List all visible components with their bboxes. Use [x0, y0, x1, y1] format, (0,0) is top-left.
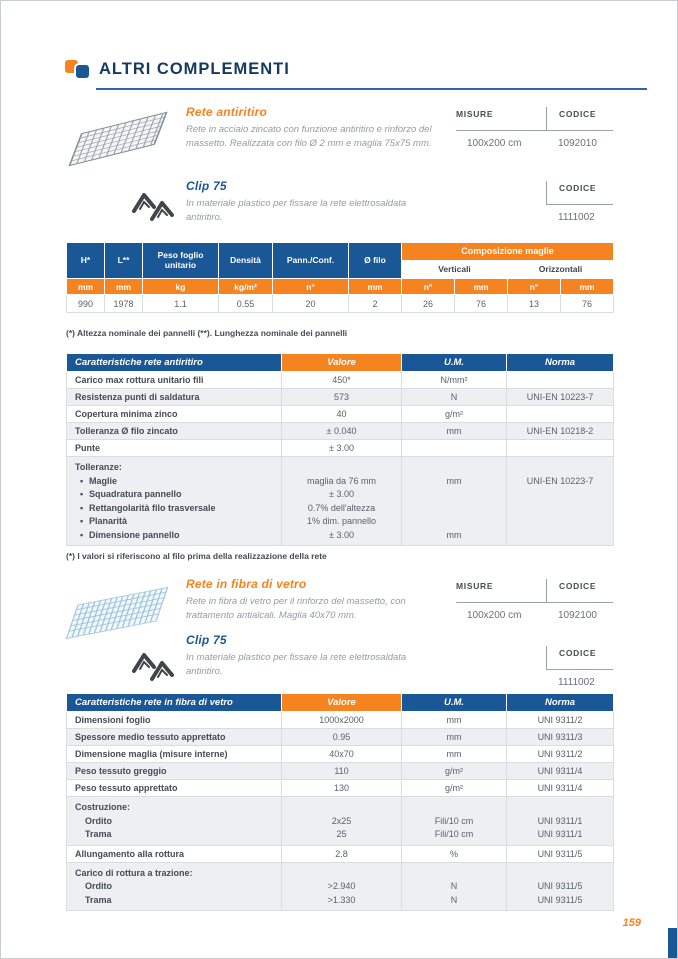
row-norma: UNI-EN 10218-2 [507, 423, 614, 440]
tolleranza-valore: 1% dim. pannello [306, 516, 377, 526]
col-valore: Valore [282, 354, 402, 372]
row-valore: ± 3.00 [282, 440, 402, 457]
codice-value: 1092100 [558, 610, 597, 621]
tolleranza-valore: maglia da 76 mm [306, 475, 377, 486]
table-row [67, 729, 614, 746]
row-valore: ± 0.040 [282, 423, 402, 440]
table-row [67, 845, 614, 862]
codice-value: 1092010 [558, 138, 597, 149]
value-cell: 26 [402, 295, 455, 313]
carico-item: Trama [85, 894, 112, 905]
col-header-pann: Pann./Conf. [273, 243, 349, 279]
product-title: Rete in fibra di vetro [186, 577, 307, 591]
table-row [67, 406, 614, 423]
unit-cell: mm [455, 279, 508, 295]
carico-item: Ordito [85, 881, 112, 891]
tolleranza-norma [507, 502, 613, 516]
table-row [67, 780, 614, 797]
table-title: Caratteristiche rete in fibra di vetro [67, 694, 282, 712]
unit-cell: mm [105, 279, 143, 295]
table-row [67, 712, 614, 729]
table-row [67, 423, 614, 440]
steel-mesh-image [60, 105, 176, 175]
unit-cell: kg/m² [219, 279, 273, 295]
row-label: Allungamento alla rottura [67, 845, 282, 862]
unit-cell: mm [349, 279, 402, 295]
unit-cell: mm [67, 279, 105, 295]
codice-value: 1111002 [558, 212, 595, 223]
table-row [67, 440, 614, 457]
row-um [402, 440, 507, 457]
misure-label: MISURE [456, 109, 494, 119]
misure-value: 100x200 cm [467, 610, 522, 621]
carico-um: N [450, 894, 458, 905]
tolleranza-norma [507, 529, 613, 543]
row-norma: UNI 9311/2 [507, 712, 614, 729]
row-um: g/m² [402, 780, 507, 797]
row-norma: UNI 9311/4 [507, 763, 614, 780]
row-um: mm [402, 746, 507, 763]
costruzione-valore: 25 [336, 829, 347, 839]
row-norma [507, 440, 614, 457]
subheader-orizzontali: Orizzontali [508, 261, 614, 279]
tolleranza-norma [507, 488, 613, 502]
costruzione-um: Fili/10 cm [434, 815, 474, 826]
unit-cell: n° [273, 279, 349, 295]
col-header-densita: Densità [219, 243, 273, 279]
tolleranza-item: • Maglie [75, 475, 281, 489]
misure-label: MISURE [456, 581, 494, 591]
codice-label: CODICE [546, 181, 613, 204]
dimension-table [66, 242, 614, 313]
costruzione-norma-cell [507, 797, 614, 846]
tolleranze-heading: Tolleranze: [75, 462, 122, 472]
tolleranza-um: mm [446, 529, 462, 540]
value-cell: 1.1 [143, 295, 219, 313]
row-label: Tolleranza Ø filo zincato [67, 423, 282, 440]
row-label: Resistenza punti di saldatura [67, 389, 282, 406]
clip-description: In materiale plastico per fissare la rete elettrosaldata antiritiro. [186, 652, 407, 678]
clip75-image [128, 187, 182, 227]
clip-description: In materiale plastico per fissare la rete elettrosaldata antiritiro. [186, 198, 407, 224]
tolleranza-valore: ± 3.00 [329, 529, 354, 540]
value-cell: 0.55 [219, 295, 273, 313]
value-cell: 76 [561, 295, 614, 313]
costruzione-item: Trama [85, 829, 112, 839]
tolleranza-item: • Dimensione pannello [75, 529, 281, 543]
col-header-h: H* [67, 243, 105, 279]
carico-row [67, 862, 614, 911]
table-row [67, 746, 614, 763]
row-label: Copertura minima zinco [67, 406, 282, 423]
col-norma: Norma [507, 694, 614, 712]
tolleranze-row [67, 457, 614, 546]
value-cell: 2 [349, 295, 402, 313]
row-um: % [402, 845, 507, 862]
codes-labels-row [546, 646, 613, 669]
row-valore: 450* [282, 372, 402, 389]
misure-value: 100x200 cm [467, 138, 522, 149]
row-valore: 2.8 [282, 845, 402, 862]
costruzione-um-cell [402, 797, 507, 846]
col-um: U.M. [402, 354, 507, 372]
row-norma: UNI 9311/4 [507, 780, 614, 797]
row-norma: UNI 9311/3 [507, 729, 614, 746]
misure-codice-box [456, 579, 613, 621]
misure-codice-box [456, 107, 613, 149]
row-um: mm [402, 712, 507, 729]
col-um: U.M. [402, 694, 507, 712]
fibra-characteristics-table [66, 693, 614, 911]
carico-um-cell [402, 862, 507, 911]
unit-cell: mm [561, 279, 614, 295]
header-rule [96, 88, 647, 90]
product-description: Rete in acciaio zincato con funzione antiritiro e rinforzo del massetto. Realizzata con filo Ø 2 mm e maglia 75x75 mm. [186, 124, 432, 150]
product-info [186, 577, 444, 623]
tolleranza-item: • Squadratura pannello [75, 488, 281, 502]
unit-cell: n° [402, 279, 455, 295]
row-um: mm [402, 729, 507, 746]
table-row [67, 372, 614, 389]
clip75-image [128, 647, 182, 687]
spec-header-row [67, 243, 614, 261]
tolleranze-labels-cell [67, 457, 282, 546]
codice-label: CODICE [546, 107, 613, 130]
row-norma [507, 372, 614, 389]
tolleranza-item: • Planarità [75, 515, 281, 529]
spec-values-row [67, 295, 614, 313]
row-valore: 573 [282, 389, 402, 406]
carico-norma-cell [507, 862, 614, 911]
tolleranza-um [402, 515, 506, 529]
row-um: mm [402, 423, 507, 440]
codice-label: CODICE [546, 646, 613, 669]
col-norma: Norma [507, 354, 614, 372]
tolleranza-um [402, 488, 506, 502]
value-cell: 1978 [105, 295, 143, 313]
product-info [186, 105, 444, 151]
antiritiro-characteristics-table [66, 353, 614, 546]
col-header-filo: Ø filo [349, 243, 402, 279]
page-title: ALTRI COMPLEMENTI [99, 60, 290, 78]
table-title: Caratteristiche rete antiritiro [67, 354, 282, 372]
spec-units-row [67, 279, 614, 295]
codice-label: CODICE [546, 579, 613, 602]
tolleranza-norma [507, 515, 613, 529]
steel-mesh-graphic [60, 105, 176, 175]
tolleranze-um-cell [402, 457, 507, 546]
tolleranza-um: mm [446, 475, 462, 486]
value-cell: 76 [455, 295, 508, 313]
row-norma: UNI-EN 10223-7 [507, 389, 614, 406]
col-header-l: L** [105, 243, 143, 279]
clip-info [186, 179, 444, 225]
col-header-peso: Peso foglio unitario [143, 243, 219, 279]
row-label: Spessore medio tessuto apprettato [67, 729, 282, 746]
row-valore: 40 [282, 406, 402, 423]
carico-norma: UNI 9311/5 [537, 881, 583, 891]
codes-values-row [546, 205, 613, 223]
carico-valore-cell [282, 862, 402, 911]
row-um: N/mm² [402, 372, 507, 389]
carico-valore: >1.330 [327, 894, 356, 905]
tolleranza-valore: ± 3.00 [329, 489, 354, 499]
codice-value: 1111002 [558, 677, 595, 688]
value-cell: 990 [67, 295, 105, 313]
brand-square-blue-icon [76, 65, 89, 78]
product-section-rete-antiritiro [66, 105, 611, 177]
value-cell: 13 [508, 295, 561, 313]
tolleranza-norma: UNI-EN 10223-7 [526, 475, 594, 486]
codes-values-row [456, 131, 613, 149]
row-valore: 110 [282, 763, 402, 780]
carico-heading: Carico di rottura a trazione: [75, 867, 193, 878]
row-label: Peso tessuto greggio [67, 763, 282, 780]
value-cell: 20 [273, 295, 349, 313]
carico-valore: >2.940 [327, 881, 356, 891]
row-um: g/m² [402, 406, 507, 423]
unit-cell: kg [143, 279, 219, 295]
row-norma: UNI 9311/5 [507, 845, 614, 862]
carico-um: N [450, 881, 458, 891]
clip75-graphic [128, 187, 182, 227]
unit-cell: n° [508, 279, 561, 295]
row-valore: 1000x2000 [282, 712, 402, 729]
row-label: Dimensioni foglio [67, 712, 282, 729]
row-um: N [402, 389, 507, 406]
row-norma: UNI 9311/2 [507, 746, 614, 763]
costruzione-item: Ordito [85, 815, 112, 826]
product-title: Rete antiritiro [186, 105, 268, 119]
clip-section-2 [66, 633, 611, 688]
row-label: Peso tessuto apprettato [67, 780, 282, 797]
codes-labels-row [546, 181, 613, 204]
tolleranza-item: • Rettangolarità filo trasversale [75, 502, 281, 516]
row-um: g/m² [402, 763, 507, 780]
tolleranze-norma-cell [507, 457, 614, 546]
costruzione-heading: Costruzione: [75, 802, 130, 812]
row-label: Dimensione maglia (misure interne) [67, 746, 282, 763]
costruzione-norma: UNI 9311/1 [537, 829, 583, 839]
costruzione-valore-cell [282, 797, 402, 846]
codes-labels-row [456, 107, 613, 130]
costruzione-norma: UNI 9311/1 [537, 815, 583, 826]
clip-section-1 [66, 179, 611, 229]
clip-title: Clip 75 [186, 633, 227, 647]
costruzione-row [67, 797, 614, 846]
row-valore: 130 [282, 780, 402, 797]
page-number: 159 [622, 917, 641, 929]
row-valore: 0.95 [282, 729, 402, 746]
codes-labels-row [456, 579, 613, 602]
clip-title: Clip 75 [186, 179, 227, 193]
table-header-row [67, 694, 614, 712]
carico-labels-cell [67, 862, 282, 911]
clip-info [186, 633, 444, 679]
table-row [67, 763, 614, 780]
codes-values-row [546, 670, 613, 688]
col-valore: Valore [282, 694, 402, 712]
tolleranze-valore-cell [282, 457, 402, 546]
page-header [65, 59, 647, 95]
table-header-row [67, 354, 614, 372]
tolleranza-valore: 0.7% dell'altezza [307, 502, 376, 513]
row-label: Carico max rottura unitario fili [67, 372, 282, 389]
row-norma [507, 406, 614, 423]
codice-box [546, 646, 613, 688]
costruzione-um: Fili/10 cm [434, 829, 474, 839]
product-description: Rete in fibra di vetro per il rinforzo del massetto, con trattamento antialcali. Maglia 40x70 mm. [186, 596, 406, 622]
row-label: Punte [67, 440, 282, 457]
footnote-filo: (*) I valori si riferiscono al filo prima della realizzazione della rete [66, 551, 327, 561]
row-valore: 40x70 [282, 746, 402, 763]
carico-norma: UNI 9311/5 [537, 894, 583, 905]
codes-values-row [456, 603, 613, 621]
footnote-pannelli: (*) Altezza nominale dei pannelli (**). Lunghezza nominale dei pannelli [66, 328, 348, 338]
codice-box [546, 181, 613, 223]
tolleranza-um [402, 502, 506, 516]
subheader-verticali: Verticali [402, 261, 508, 279]
corner-bar [668, 928, 677, 958]
costruzione-labels-cell [67, 797, 282, 846]
clip75-graphic [128, 647, 182, 687]
costruzione-valore: 2x25 [331, 815, 352, 826]
group-header-composizione: Composizione maglie [402, 243, 614, 261]
table-row [67, 389, 614, 406]
